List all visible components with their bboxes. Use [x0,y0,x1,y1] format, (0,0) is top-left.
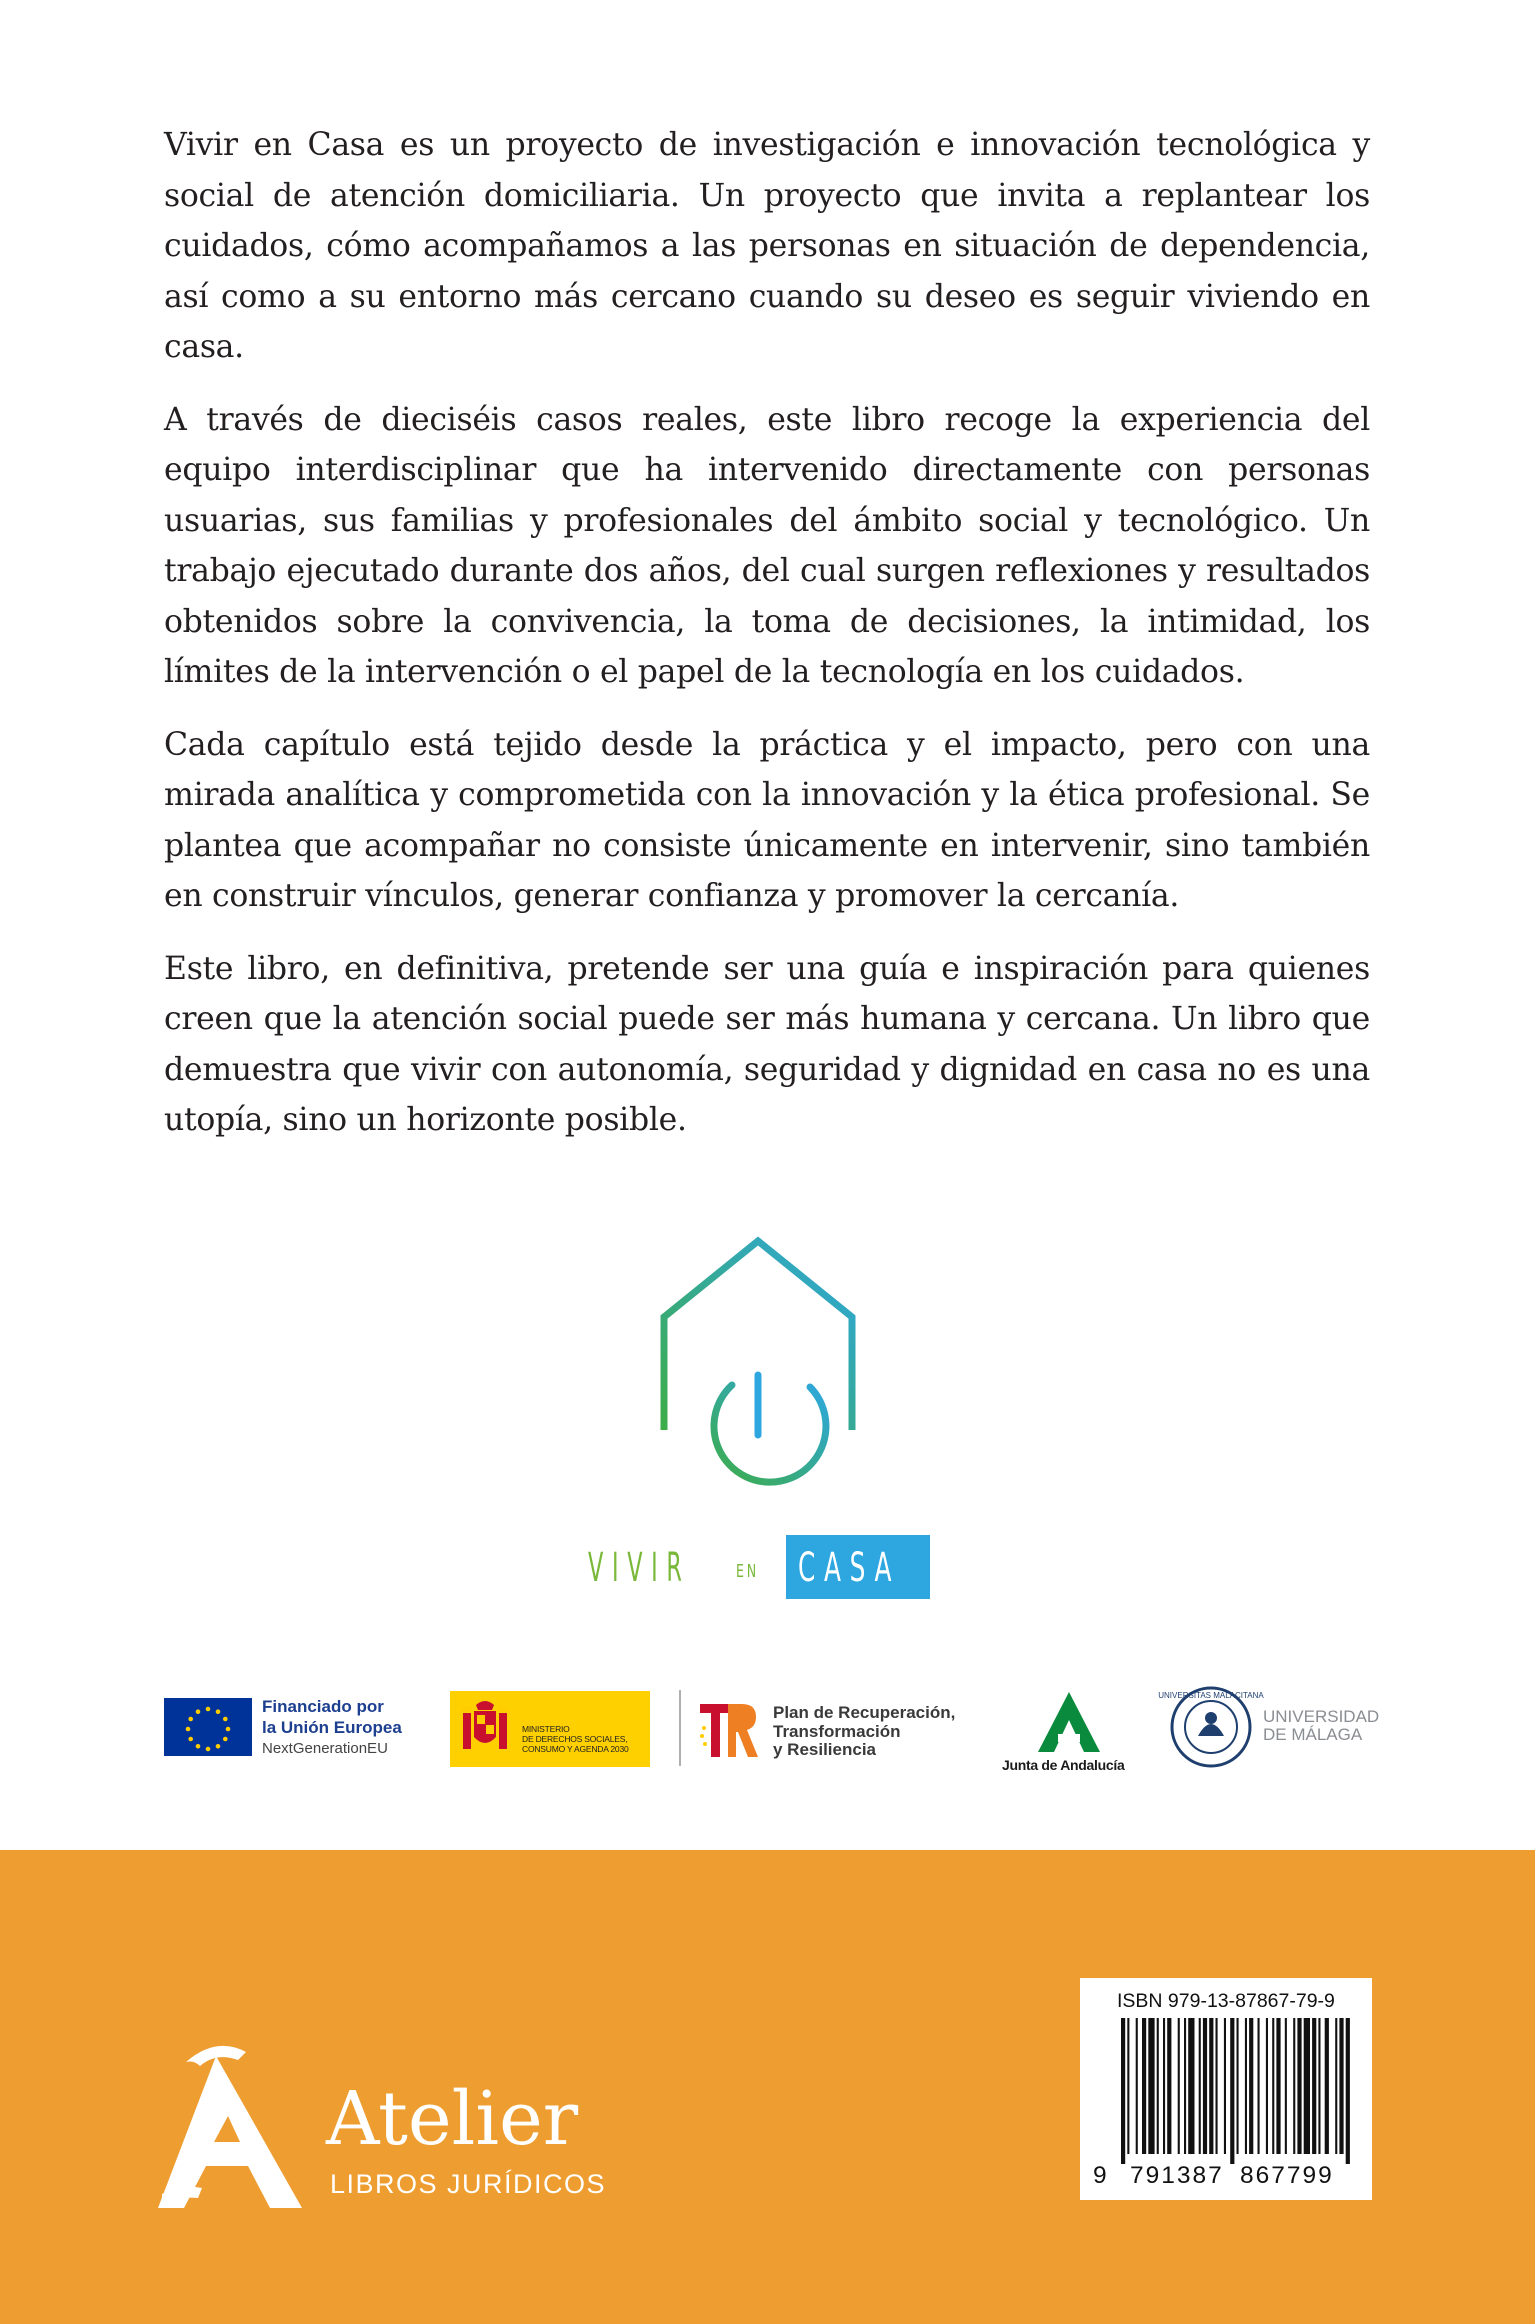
eu-flag-icon [164,1698,252,1756]
barcode-digits-right: 867799 [1240,2162,1334,2189]
barcode-bar [1216,2018,1218,2154]
eu-funding-label [262,1696,402,1759]
publisher-name: Atelier [326,2076,579,2162]
barcode-bar [1245,2018,1247,2154]
barcode-bar [1230,2018,1234,2164]
isbn-label: ISBN 979-13-87867-79-9 [1117,1990,1335,2012]
isbn-barcode [1080,1978,1372,2200]
barcode-bar [1276,2018,1280,2154]
barcode-digits-left: 791387 [1130,2162,1224,2189]
uma-line-2: DE MÁLAGA [1263,1725,1363,1744]
funder-logos [162,1686,1382,1786]
barcode-bar [1335,2018,1337,2154]
barcode-bar [1258,2018,1260,2154]
vivir-en-casa-logo [586,1235,950,1605]
barcode-bar [1325,2018,1329,2154]
publisher-subtitle: LIBROS JURÍDICOS [330,2169,607,2199]
funder-divider [679,1690,681,1766]
uma-line-1: UNIVERSIDAD [1263,1707,1380,1726]
prtr-label [773,1704,955,1760]
prtr-line-2: Transformación [773,1721,901,1741]
barcode-bar [1266,2018,1268,2154]
prtr-logo-icon [698,1698,764,1764]
blurb-paragraph-4: Este libro, en definitiva, pretende ser una guía e inspiración para quienes creen que la atención social puede ser más humana y cercana. Un libro que demuestra que vivir con autonomía, seguridad y dignidad en casa no es una utopía, sino un horizonte posible. [164,950,1370,1138]
barcode-bar [1312,2018,1316,2154]
barcode-bar [1184,2018,1186,2154]
barcode-bar [1346,2018,1350,2164]
eu-line-1: Financiado por [262,1697,384,1716]
uma-seal-text: UNIVERSITAS MALACITANA [1158,1691,1264,1700]
barcode-bar [1339,2018,1343,2154]
logo-word-en: EN [736,1561,759,1582]
barcode-bar [1224,2018,1226,2154]
barcode-bar [1136,2018,1138,2154]
barcode-bar [1272,2018,1274,2154]
barcode-bar [1237,2018,1239,2154]
house-power-icon [586,1235,950,1535]
spain-coat-of-arms-icon [450,1691,520,1767]
back-cover-blurb [164,120,1370,1168]
blurb-paragraph-2: A través de dieciséis casos reales, este libro recoge la experiencia del equipo interdisciplinar que ha intervenido directamente con personas usuarias, sus familias y profesionales del ámbito social y tecnológico. Un trabajo ejecutado durante dos años, del cual surgen reflexiones y resultados obtenidos sobre la convivencia, la toma de decisiones, la intimidad, los límites de la intervención o el papel de la tecnología en los cuidados. [164,401,1370,690]
barcode-bar [1157,2018,1159,2154]
eu-line-3: NextGenerationEU [262,1740,388,1757]
atelier-logo-icon [152,2038,312,2218]
barcode-bar [1121,2018,1125,2164]
vivir-en-casa-wordmark [586,1535,950,1599]
publisher-footer [0,1850,1535,2324]
barcode-bar [1167,2018,1171,2154]
logo-casa-box [786,1535,930,1599]
barcode-bar [1163,2018,1165,2154]
ministry-line-3: CONSUMO Y AGENDA 2030 [522,1744,629,1754]
barcode-bar [1249,2018,1253,2154]
blurb-paragraph-3: Cada capítulo está tejido desde la práctica y el impacto, pero con una mirada analítica y comprometida con la innovación y la ética profesional. Se plantea que acompañar no consiste únicamente en intervenir, sino también en construir vínculos, generar confianza y promover la cercanía. [164,726,1370,914]
barcode-bar [1209,2018,1213,2154]
barcode-bar [1188,2018,1194,2154]
barcode-bar [1318,2018,1320,2154]
barcode-bar [1293,2018,1295,2154]
barcode-bar [1148,2018,1154,2154]
logo-word-casa: CASA [798,1545,901,1591]
prtr-line-3: y Resiliencia [773,1740,877,1759]
barcode-digit-first: 9 [1093,2162,1107,2189]
blurb-paragraph-1: Vivir en Casa es un proyecto de investigación e innovación tecnológica y social de atención domiciliaria. Un proyecto que invita a replantear los cuidados, cómo acompañamos a las personas en situación de dependencia, así como a su entorno más cercano cuando su deseo es seguir viviendo en casa. [164,127,1370,365]
barcode-bar [1297,2018,1301,2154]
logo-word-vivir: VIVIR [588,1545,691,1591]
university-seal-icon [1158,1684,1264,1770]
eu-line-2: la Unión Europea [262,1718,402,1737]
ministry-line-1: MINISTERIO [522,1724,570,1734]
ministry-label [522,1724,629,1754]
uma-label [1263,1708,1379,1744]
barcode-icon [1093,2018,1363,2164]
ministry-line-2: DE DERECHOS SOCIALES, [522,1734,628,1744]
barcode-bar [1199,2018,1201,2154]
barcode-bar [1178,2018,1180,2154]
prtr-line-1: Plan de Recuperación, [773,1703,956,1722]
barcode-bar [1142,2018,1146,2154]
junta-label: Junta de Andalucía [1002,1757,1125,1773]
barcode-bar [1203,2018,1207,2154]
barcode-bar [1304,2018,1310,2154]
ministry-logo [450,1691,650,1767]
barcode-bar [1127,2018,1129,2154]
junta-andalucia-icon [1034,1690,1104,1754]
barcode-bar [1285,2018,1287,2154]
